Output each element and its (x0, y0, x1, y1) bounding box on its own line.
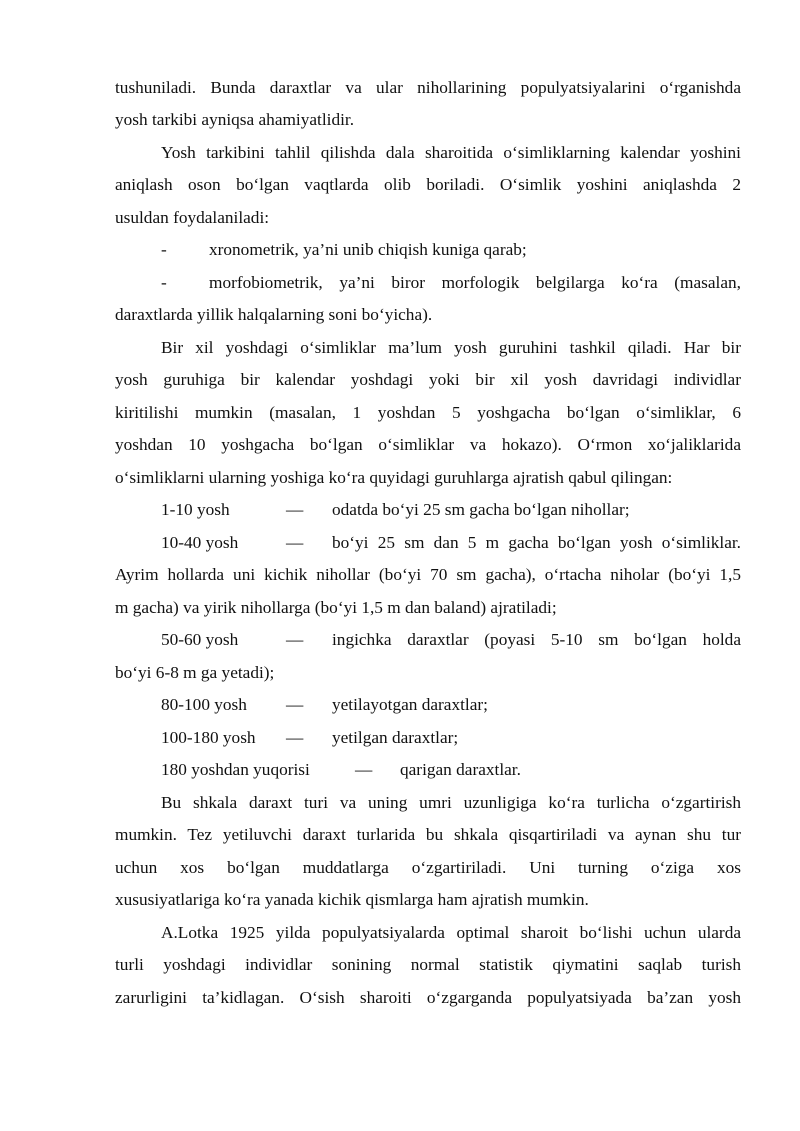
list-item: xronometrik, ya’ni unib chiqish kuniga qarab; (209, 240, 527, 259)
age-group-description: qarigan daraxtlar. (400, 760, 521, 779)
list-item-continuation: daraxtlarda yillik halqalarning soni bo‘yicha). (115, 305, 433, 324)
paragraph-line: Yosh tarkibini tahlil qilishda dala sharoitida o‘simliklarning kalendar yoshini (161, 143, 741, 162)
age-group-dash: — (286, 533, 304, 552)
paragraph-line: yosh tarkibi ayniqsa ahamiyatlidir. (115, 110, 355, 129)
age-group-dash: — (286, 695, 304, 714)
age-group-label: 50-60 yosh (161, 630, 239, 649)
paragraph-line: o‘simliklarni ularning yoshiga ko‘ra quyidagi guruhlarga ajratish qabul qilingan: (115, 468, 673, 487)
paragraph-line: aniqlash oson bo‘lgan vaqtlarda olib boriladi. O‘simlik yoshini aniqlashda 2 (115, 175, 741, 194)
paragraph-line: yoshdan 10 yoshgacha bo‘lgan o‘simliklar va hokazo). O‘rmon xo‘jaliklarida (115, 435, 741, 454)
age-group-dash: — (355, 760, 373, 779)
paragraph-line: xususiyatlariga ko‘ra yanada kichik qismlarga ham ajratish mumkin. (115, 890, 589, 909)
age-group-dash: — (286, 728, 304, 747)
age-group-label: 1-10 yosh (161, 500, 230, 519)
age-group-continuation: Ayrim hollarda uni kichik nihollar (bo‘yi 70 sm gacha), o‘rtacha niholar (bo‘yi 1,5 (115, 565, 741, 584)
paragraph-line: uchun xos bo‘lgan muddatlarga o‘zgartiriladi. Uni turning o‘ziga xos (115, 858, 741, 877)
list-item: morfobiometrik, ya’ni biror morfologik belgilarga ko‘ra (masalan, (209, 273, 741, 292)
age-group-label: 80-100 yosh (161, 695, 247, 714)
paragraph-line: turli yoshdagi individlar sonining normal statistik qiymatini saqlab turish (115, 955, 741, 974)
list-dash: - (161, 273, 167, 292)
age-group-label: 180 yoshdan yuqorisi (161, 760, 310, 779)
paragraph-line: tushuniladi. Bunda daraxtlar va ular nihollarining populyatsiyalarini o‘rganishda (115, 78, 741, 97)
age-group-description: odatda bo‘yi 25 sm gacha bo‘lgan nihollar; (332, 500, 630, 519)
age-group-description: bo‘yi 25 sm dan 5 m gacha bo‘lgan yosh o‘simliklar. (332, 533, 741, 552)
paragraph-line: usuldan foydalaniladi: (115, 208, 270, 227)
paragraph-line: Bir xil yoshdagi o‘simliklar ma’lum yosh guruhini tashkil qiladi. Har bir (161, 338, 741, 357)
paragraph-line: zarurligini ta’kidlagan. O‘sish sharoiti o‘zgarganda populyatsiyada ba’zan yosh (115, 988, 741, 1007)
age-group-description: yetilgan daraxtlar; (332, 728, 459, 747)
age-group-label: 10-40 yosh (161, 533, 239, 552)
age-group-dash: — (286, 500, 304, 519)
list-dash: - (161, 240, 167, 259)
age-group-continuation: m gacha) va yirik nihollarga (bo‘yi 1,5 m dan baland) ajratiladi; (115, 598, 557, 617)
age-group-continuation: bo‘yi 6-8 m ga yetadi); (115, 663, 275, 682)
age-group-description: ingichka daraxtlar (poyasi 5-10 sm bo‘lgan holda (332, 630, 741, 649)
age-group-label: 100-180 yosh (161, 728, 256, 747)
paragraph-line: kiritilishi mumkin (masalan, 1 yoshdan 5 yoshgacha bo‘lgan o‘simliklar, 6 (115, 403, 741, 422)
age-group-dash: — (286, 630, 304, 649)
paragraph-line: mumkin. Tez yetiluvchi daraxt turlarida bu shkala qisqartiriladi va aynan shu tur (115, 825, 741, 844)
paragraph-line: Bu shkala daraxt turi va uning umri uzunligiga ko‘ra turlicha o‘zgartirish (161, 793, 741, 812)
age-group-description: yetilayotgan daraxtlar; (332, 695, 488, 714)
paragraph-line: yosh guruhiga bir kalendar yoshdagi yoki bir xil yosh davridagi individlar (115, 370, 741, 389)
paragraph-line: A.Lotka 1925 yilda populyatsiyalarda optimal sharoit bo‘lishi uchun ularda (161, 923, 741, 942)
